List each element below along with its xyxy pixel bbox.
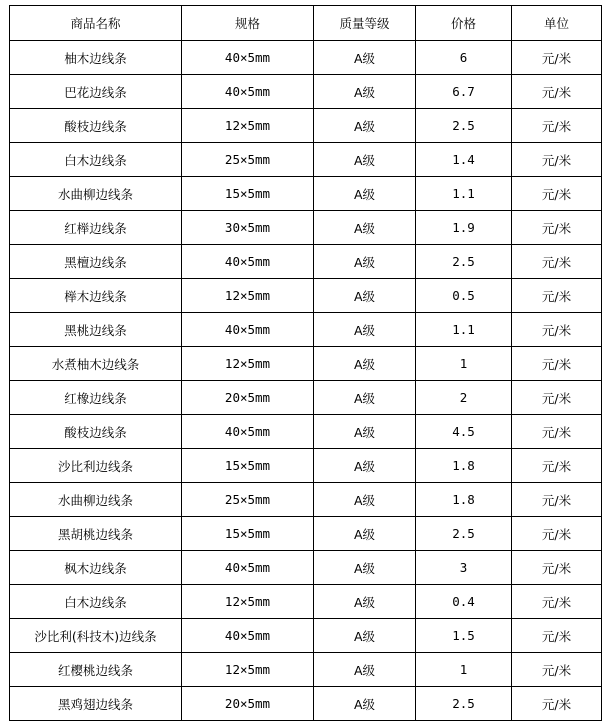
table-row [10, 551, 602, 585]
cell-spec: 15×5mm [182, 177, 314, 211]
cell-price: 6.7 [416, 75, 512, 109]
cell-spec: 12×5mm [182, 109, 314, 143]
cell-spec: 30×5mm [182, 211, 314, 245]
table-row [10, 41, 602, 75]
table-row [10, 687, 602, 721]
header-unit: 单位 [512, 6, 602, 41]
cell-quality-grade: A级 [314, 143, 416, 177]
cell-product-name: 红榉边线条 [10, 211, 182, 245]
table-row [10, 483, 602, 517]
cell-spec: 40×5mm [182, 75, 314, 109]
cell-unit: 元/米 [512, 415, 602, 449]
cell-product-name: 黑檀边线条 [10, 245, 182, 279]
cell-quality-grade: A级 [314, 109, 416, 143]
cell-product-name: 红樱桃边线条 [10, 653, 182, 687]
table-row [10, 313, 602, 347]
cell-unit: 元/米 [512, 619, 602, 653]
cell-quality-grade: A级 [314, 551, 416, 585]
cell-spec: 40×5mm [182, 551, 314, 585]
cell-unit: 元/米 [512, 143, 602, 177]
cell-spec: 40×5mm [182, 415, 314, 449]
cell-product-name: 红橡边线条 [10, 381, 182, 415]
cell-product-name: 枫木边线条 [10, 551, 182, 585]
cell-quality-grade: A级 [314, 245, 416, 279]
cell-price: 2 [416, 381, 512, 415]
cell-unit: 元/米 [512, 279, 602, 313]
cell-quality-grade: A级 [314, 483, 416, 517]
cell-quality-grade: A级 [314, 381, 416, 415]
cell-quality-grade: A级 [314, 517, 416, 551]
cell-unit: 元/米 [512, 347, 602, 381]
table-row [10, 75, 602, 109]
cell-price: 1.8 [416, 483, 512, 517]
cell-spec: 12×5mm [182, 585, 314, 619]
cell-price: 1.8 [416, 449, 512, 483]
cell-quality-grade: A级 [314, 75, 416, 109]
cell-unit: 元/米 [512, 449, 602, 483]
cell-spec: 12×5mm [182, 347, 314, 381]
cell-spec: 25×5mm [182, 143, 314, 177]
cell-product-name: 黑胡桃边线条 [10, 517, 182, 551]
cell-unit: 元/米 [512, 75, 602, 109]
cell-price: 1 [416, 653, 512, 687]
table-row [10, 381, 602, 415]
cell-spec: 40×5mm [182, 245, 314, 279]
cell-price: 0.4 [416, 585, 512, 619]
table-row [10, 279, 602, 313]
cell-quality-grade: A级 [314, 619, 416, 653]
price-table [9, 5, 602, 721]
cell-price: 1.1 [416, 313, 512, 347]
cell-spec: 15×5mm [182, 517, 314, 551]
cell-quality-grade: A级 [314, 585, 416, 619]
cell-unit: 元/米 [512, 483, 602, 517]
cell-unit: 元/米 [512, 585, 602, 619]
table-row [10, 211, 602, 245]
cell-spec: 20×5mm [182, 687, 314, 721]
table-row [10, 415, 602, 449]
cell-price: 1 [416, 347, 512, 381]
cell-price: 2.5 [416, 687, 512, 721]
cell-product-name: 榉木边线条 [10, 279, 182, 313]
cell-quality-grade: A级 [314, 41, 416, 75]
cell-price: 3 [416, 551, 512, 585]
cell-quality-grade: A级 [314, 449, 416, 483]
cell-unit: 元/米 [512, 551, 602, 585]
cell-product-name: 柚木边线条 [10, 41, 182, 75]
cell-spec: 12×5mm [182, 653, 314, 687]
cell-product-name: 白木边线条 [10, 143, 182, 177]
cell-spec: 40×5mm [182, 619, 314, 653]
cell-product-name: 沙比利边线条 [10, 449, 182, 483]
cell-product-name: 沙比利(科技木)边线条 [10, 619, 182, 653]
cell-unit: 元/米 [512, 177, 602, 211]
cell-product-name: 巴花边线条 [10, 75, 182, 109]
cell-unit: 元/米 [512, 517, 602, 551]
cell-product-name: 水煮柚木边线条 [10, 347, 182, 381]
cell-price: 1.5 [416, 619, 512, 653]
table-row [10, 347, 602, 381]
cell-price: 0.5 [416, 279, 512, 313]
cell-spec: 40×5mm [182, 313, 314, 347]
cell-price: 6 [416, 41, 512, 75]
cell-spec: 15×5mm [182, 449, 314, 483]
cell-product-name: 酸枝边线条 [10, 109, 182, 143]
cell-product-name: 水曲柳边线条 [10, 177, 182, 211]
table-header [10, 6, 602, 41]
cell-unit: 元/米 [512, 653, 602, 687]
cell-spec: 40×5mm [182, 41, 314, 75]
cell-spec: 20×5mm [182, 381, 314, 415]
cell-product-name: 黑桃边线条 [10, 313, 182, 347]
table-row [10, 177, 602, 211]
cell-quality-grade: A级 [314, 347, 416, 381]
cell-spec: 25×5mm [182, 483, 314, 517]
table-row [10, 245, 602, 279]
header-row [10, 6, 602, 41]
cell-quality-grade: A级 [314, 653, 416, 687]
cell-product-name: 黑鸡翅边线条 [10, 687, 182, 721]
cell-unit: 元/米 [512, 245, 602, 279]
cell-quality-grade: A级 [314, 211, 416, 245]
table-row [10, 517, 602, 551]
header-spec: 规格 [182, 6, 314, 41]
cell-quality-grade: A级 [314, 415, 416, 449]
table-row [10, 585, 602, 619]
cell-unit: 元/米 [512, 313, 602, 347]
cell-product-name: 酸枝边线条 [10, 415, 182, 449]
header-product-name: 商品名称 [10, 6, 182, 41]
table-body [10, 41, 602, 721]
cell-price: 2.5 [416, 517, 512, 551]
cell-quality-grade: A级 [314, 279, 416, 313]
cell-price: 4.5 [416, 415, 512, 449]
cell-unit: 元/米 [512, 109, 602, 143]
cell-product-name: 白木边线条 [10, 585, 182, 619]
cell-unit: 元/米 [512, 687, 602, 721]
table-row [10, 653, 602, 687]
cell-unit: 元/米 [512, 381, 602, 415]
cell-quality-grade: A级 [314, 177, 416, 211]
cell-price: 1.1 [416, 177, 512, 211]
header-price: 价格 [416, 6, 512, 41]
cell-price: 1.4 [416, 143, 512, 177]
table-row [10, 449, 602, 483]
cell-unit: 元/米 [512, 211, 602, 245]
cell-price: 1.9 [416, 211, 512, 245]
cell-quality-grade: A级 [314, 313, 416, 347]
table-row [10, 109, 602, 143]
cell-spec: 12×5mm [182, 279, 314, 313]
table-row [10, 619, 602, 653]
cell-quality-grade: A级 [314, 687, 416, 721]
cell-unit: 元/米 [512, 41, 602, 75]
cell-price: 2.5 [416, 109, 512, 143]
header-quality-grade: 质量等级 [314, 6, 416, 41]
cell-price: 2.5 [416, 245, 512, 279]
cell-product-name: 水曲柳边线条 [10, 483, 182, 517]
table-row [10, 143, 602, 177]
